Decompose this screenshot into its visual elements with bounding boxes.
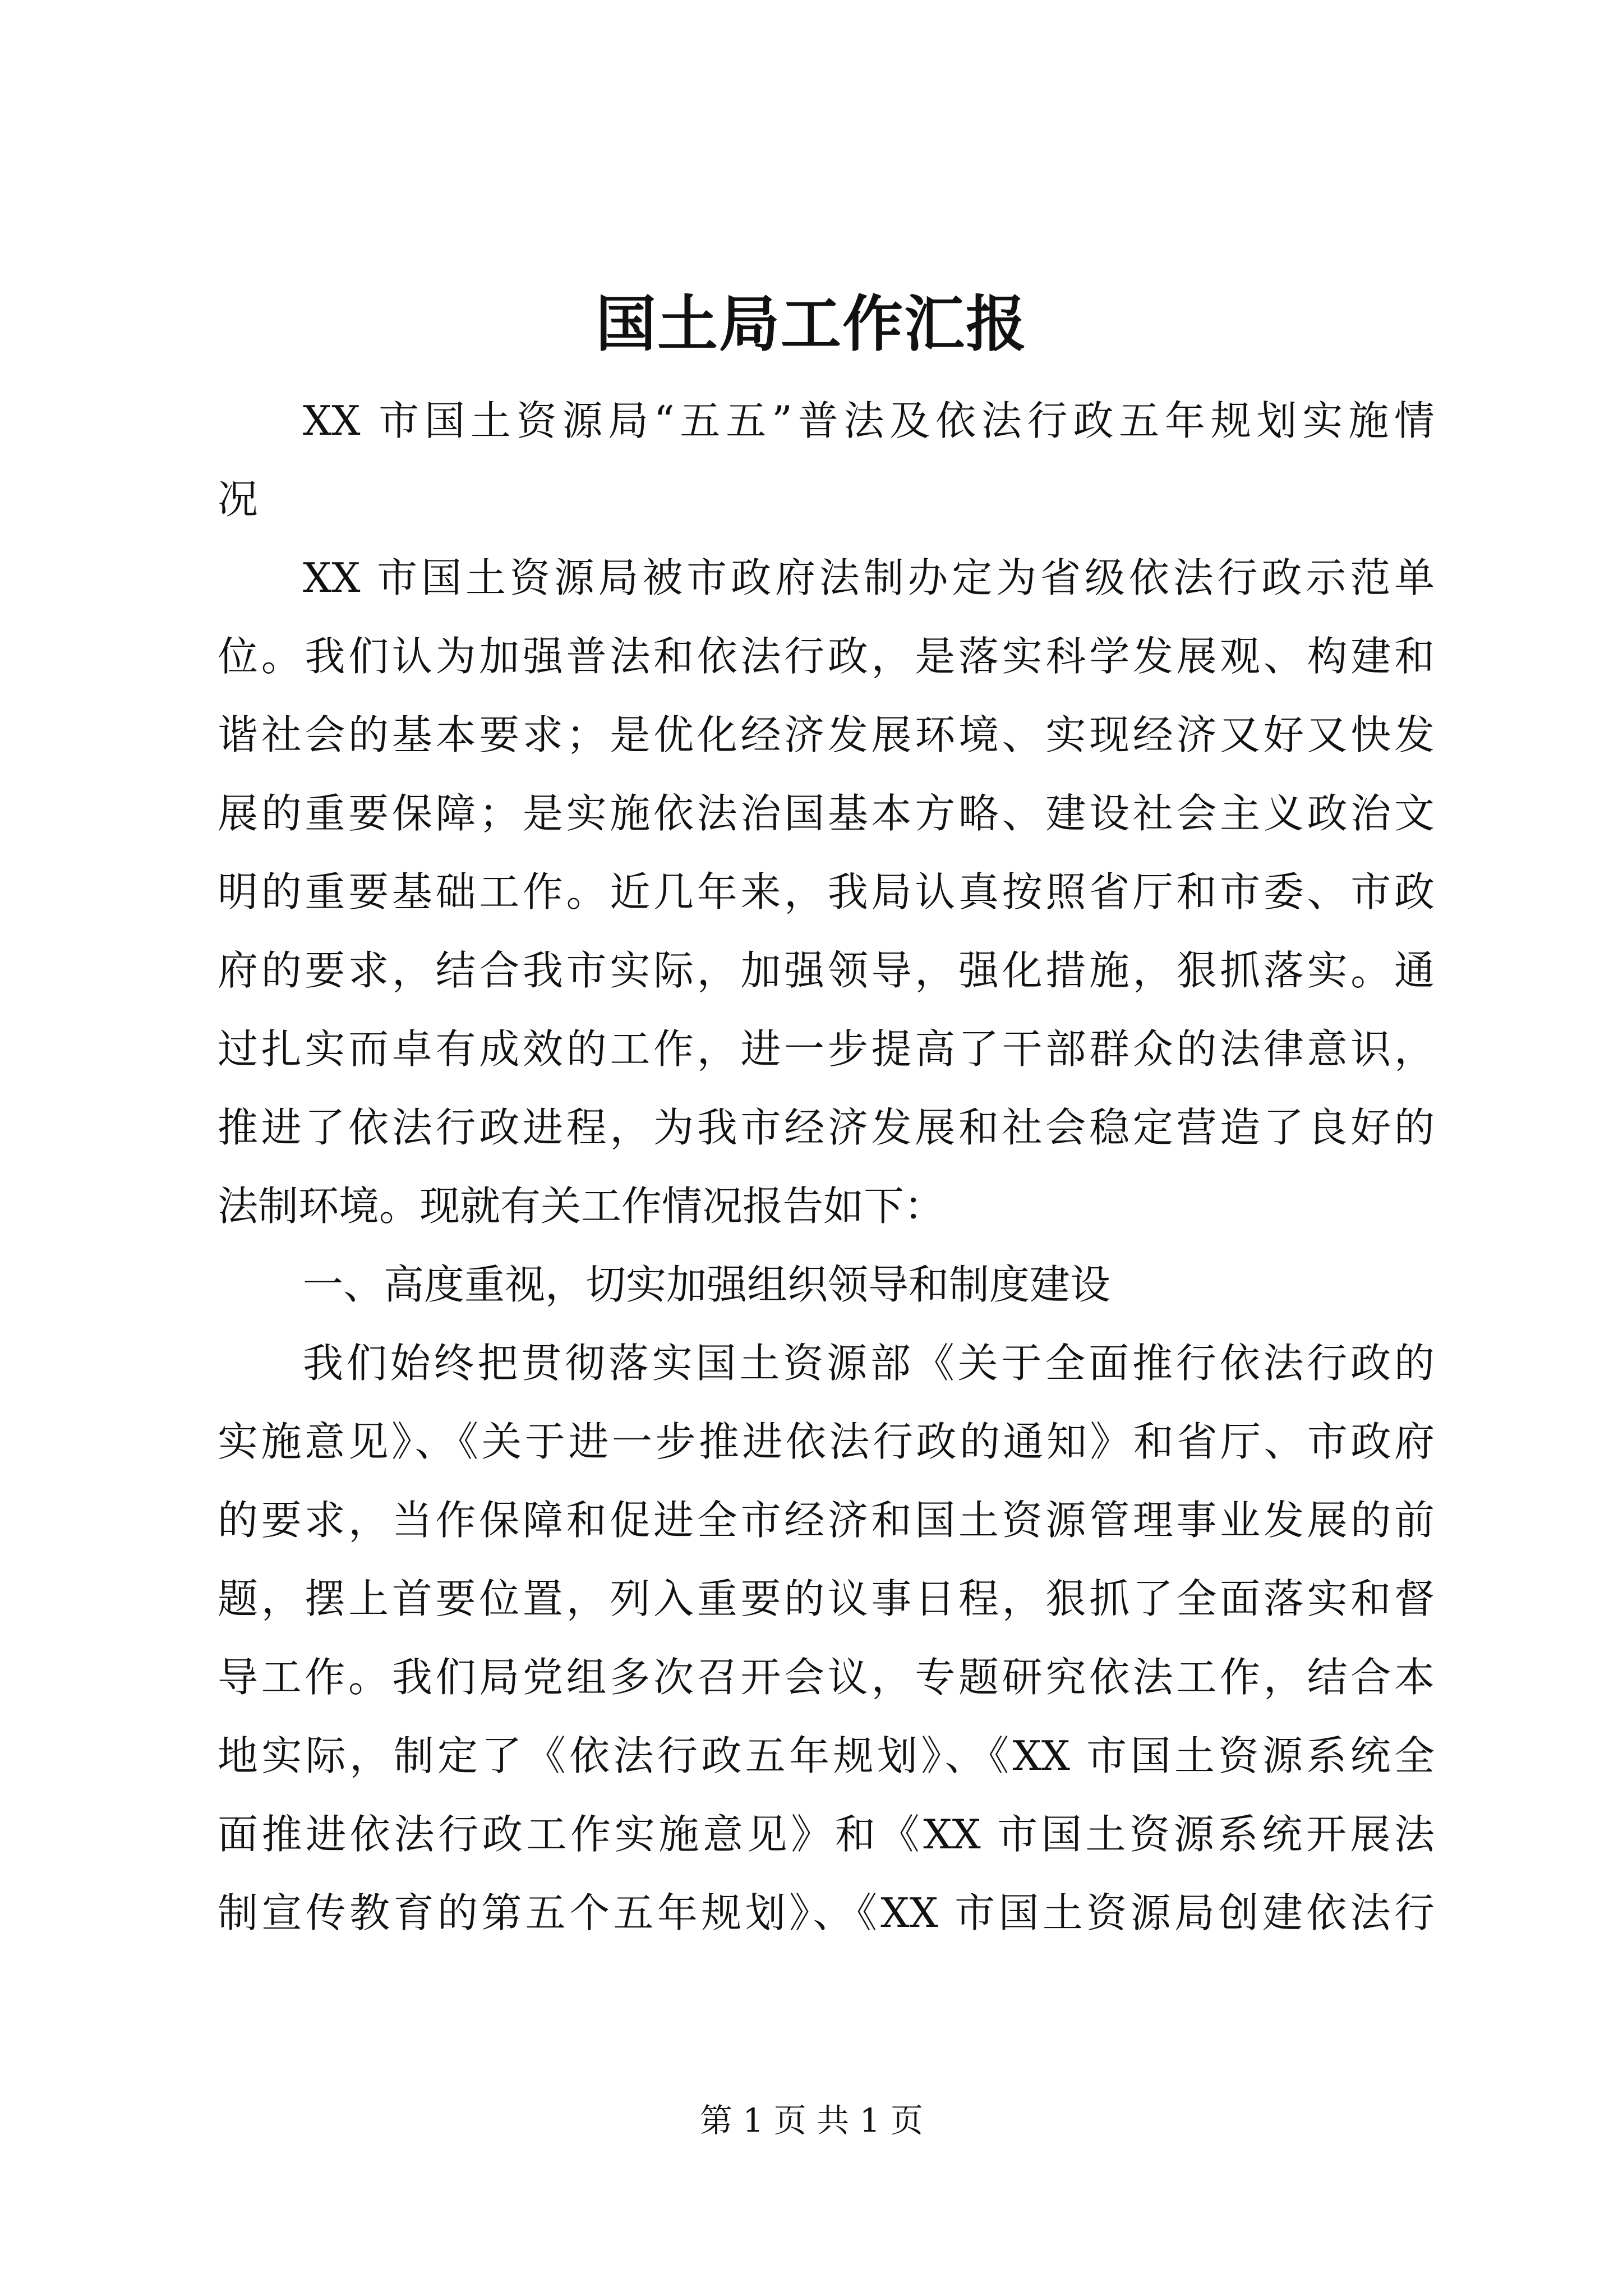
paragraph-line: 地实际，制定了《依法行政五年规划》、《XX 市国土资源系统全 [218,1732,1435,1779]
paragraph-line: 谐社会的基本要求；是优化经济发展环境、实现经济又好又快发 [218,711,1435,758]
document-title: 国土局工作汇报 [595,289,1027,360]
page-footer: 第 1 页 共 1 页 [700,2101,923,2139]
paragraph-line: 况 [218,476,259,523]
paragraph-line: XX 市国土资源局被市政府法制办定为省级依法行政示范单 [303,554,1435,601]
paragraph-line: 我们始终把贯彻落实国土资源部《关于全面推行依法行政的 [303,1340,1435,1387]
paragraph-line: 展的重要保障；是实施依法治国基本方略、建设社会主义政治文 [218,790,1435,837]
paragraph-line: 题，摆上首要位置，列入重要的议事日程，狠抓了全面落实和督 [218,1575,1435,1622]
paragraph-line: 过扎实而卓有成效的工作，进一步提高了干部群众的法律意识， [218,1025,1435,1073]
paragraph-line: 法制环境。现就有关工作情况报告如下： [218,1182,945,1230]
paragraph-line: 府的要求，结合我市实际，加强领导，强化措施，狠抓落实。通 [218,947,1435,994]
paragraph-line: XX 市国土资源局“五五”普法及依法行政五年规划实施情 [303,397,1435,444]
paragraph-line: 实施意见》、《关于进一步推进依法行政的通知》和省厅、市政府 [218,1418,1435,1465]
paragraph-line: 的要求，当作保障和促进全市经济和国土资源管理事业发展的前 [218,1497,1435,1544]
paragraph-line: 位。我们认为加强普法和依法行政，是落实科学发展观、构建和 [218,633,1435,680]
paragraph-line: 推进了依法行政进程，为我市经济发展和社会稳定营造了良好的 [218,1104,1435,1151]
paragraph-line: 导工作。我们局党组多次召开会议，专题研究依法工作，结合本 [218,1654,1435,1701]
paragraph-line: 明的重要基础工作。近几年来，我局认真按照省厅和市委、市政 [218,868,1435,915]
section-heading: 一、高度重视，切实加强组织领导和制度建设 [303,1261,1111,1308]
paragraph-line: 制宣传教育的第五个五年规划》、《XX 市国土资源局创建依法行 [218,1889,1435,1936]
paragraph-line: 面推进依法行政工作实施意见》和《XX 市国土资源系统开展法 [218,1811,1435,1858]
